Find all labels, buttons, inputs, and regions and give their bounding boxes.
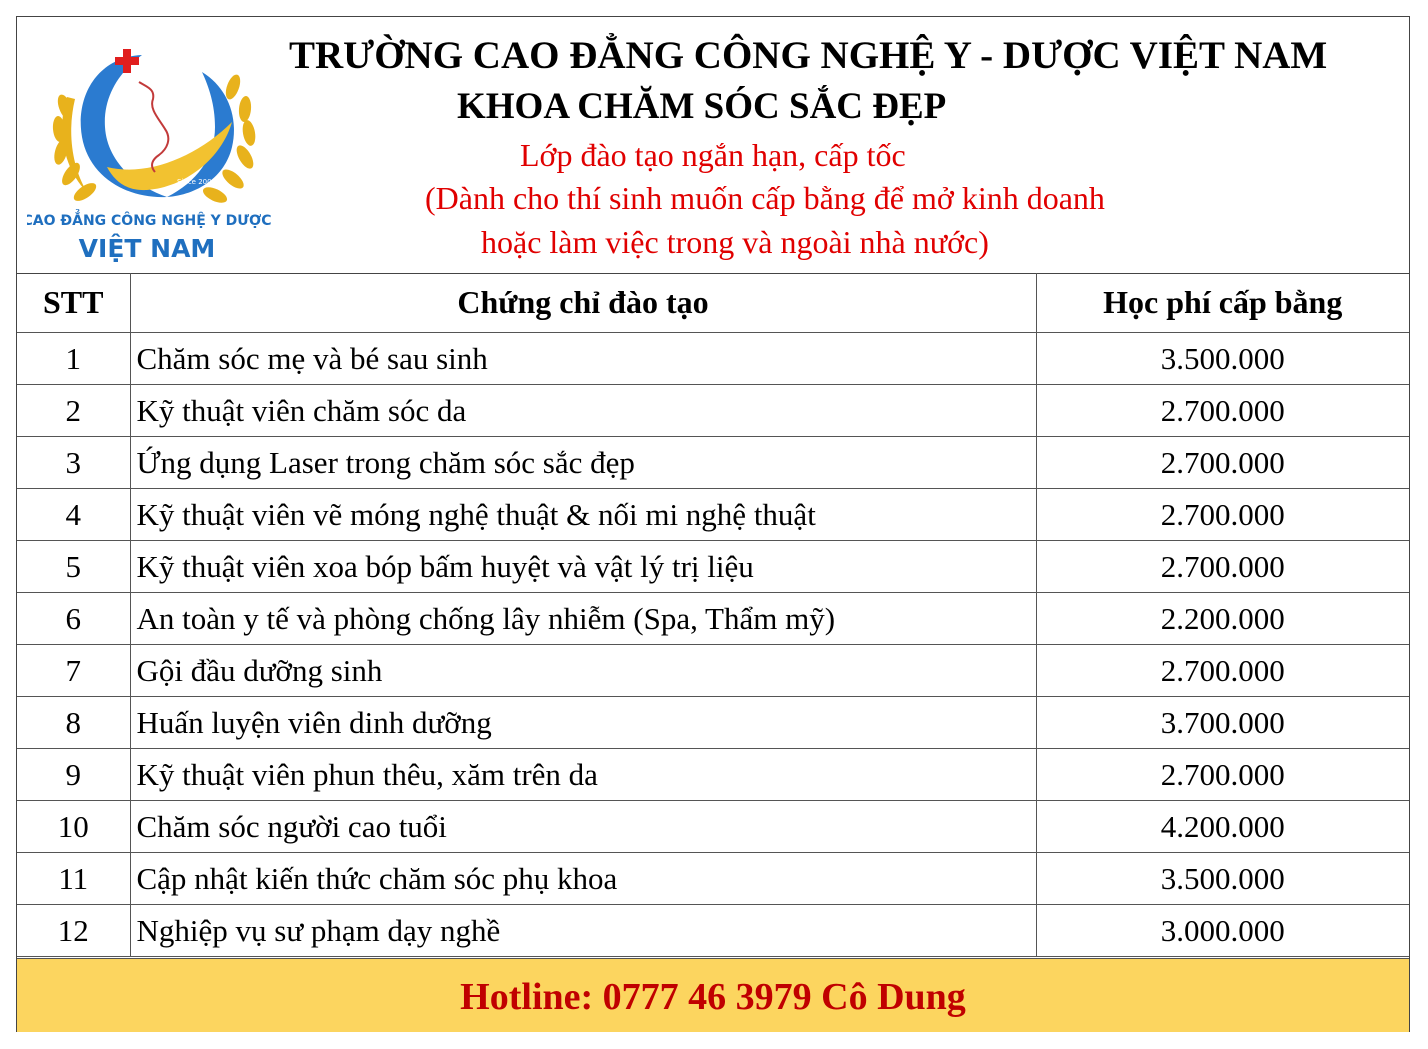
table-row	[17, 853, 1409, 905]
row-stt: 6	[17, 593, 130, 645]
subtitle-line-2: (Dành cho thí sinh muốn cấp bằng để mở kinh doanh	[425, 180, 1105, 216]
row-stt: 3	[17, 437, 130, 489]
row-certificate: Kỹ thuật viên xoa bóp bấm huyệt và vật lý trị liệu	[130, 541, 1036, 593]
row-certificate: Kỹ thuật viên chăm sóc da	[130, 385, 1036, 437]
row-fee: 3.000.000	[1036, 905, 1409, 957]
table-row	[17, 593, 1409, 645]
row-fee: 2.700.000	[1036, 489, 1409, 541]
header	[17, 17, 1409, 274]
row-fee: 3.500.000	[1036, 333, 1409, 385]
table-row	[17, 697, 1409, 749]
table-row	[17, 905, 1409, 957]
header-stt: STT	[17, 273, 130, 333]
header-certificate: Chứng chỉ đào tạo	[130, 273, 1036, 333]
row-fee: 2.700.000	[1036, 385, 1409, 437]
row-stt: 1	[17, 333, 130, 385]
table-row	[17, 541, 1409, 593]
row-stt: 5	[17, 541, 130, 593]
table-header-row	[17, 273, 1409, 333]
row-fee: 3.500.000	[1036, 853, 1409, 905]
row-stt: 9	[17, 749, 130, 801]
row-fee: 2.700.000	[1036, 749, 1409, 801]
since-text: Since 2006	[177, 178, 217, 186]
subtitle-line-1: Lớp đào tạo ngắn hạn, cấp tốc	[520, 137, 906, 173]
row-fee: 2.700.000	[1036, 645, 1409, 697]
row-certificate: An toàn y tế và phòng chống lây nhiễm (Spa, Thẩm mỹ)	[130, 593, 1036, 645]
row-certificate: Chăm sóc mẹ và bé sau sinh	[130, 333, 1036, 385]
row-fee: 2.700.000	[1036, 437, 1409, 489]
table-row	[17, 333, 1409, 385]
hotline-bar	[17, 958, 1409, 1032]
row-fee: 4.200.000	[1036, 801, 1409, 853]
price-sheet	[16, 16, 1410, 1032]
table-row	[17, 385, 1409, 437]
row-stt: 11	[17, 853, 130, 905]
row-stt: 4	[17, 489, 130, 541]
row-fee: 3.700.000	[1036, 697, 1409, 749]
fee-table	[17, 273, 1409, 957]
row-stt: 8	[17, 697, 130, 749]
row-fee: 2.200.000	[1036, 593, 1409, 645]
hotline-text: Hotline: 0777 46 3979 Cô Dung	[460, 976, 966, 1018]
logo-text-line1: CAO ĐẲNG CÔNG NGHỆ Y DƯỢC	[27, 213, 272, 229]
table-row	[17, 801, 1409, 853]
table-row	[17, 645, 1409, 697]
table-row	[17, 749, 1409, 801]
row-stt: 10	[17, 801, 130, 853]
college-emblem-icon	[27, 27, 287, 267]
row-stt: 7	[17, 645, 130, 697]
row-certificate: Kỹ thuật viên phun thêu, xăm trên da	[130, 749, 1036, 801]
school-name: TRƯỜNG CAO ĐẲNG CÔNG NGHỆ Y - DƯỢC VIỆT NAM	[289, 34, 1328, 77]
row-certificate: Gội đầu dưỡng sinh	[130, 645, 1036, 697]
row-certificate: Cập nhật kiến thức chăm sóc phụ khoa	[130, 853, 1036, 905]
row-certificate: Kỹ thuật viên vẽ móng nghệ thuật & nối mi nghệ thuật	[130, 489, 1036, 541]
logo-text-line2: VIỆT NAM	[78, 234, 216, 263]
faculty-name: KHOA CHĂM SÓC SẮC ĐẸP	[457, 86, 947, 127]
table-row	[17, 437, 1409, 489]
row-stt: 2	[17, 385, 130, 437]
header-fee: Học phí cấp bằng	[1036, 273, 1409, 333]
row-certificate: Chăm sóc người cao tuổi	[130, 801, 1036, 853]
table-row	[17, 489, 1409, 541]
row-certificate: Nghiệp vụ sư phạm dạy nghề	[130, 905, 1036, 957]
subtitle-line-3: hoặc làm việc trong và ngoài nhà nước)	[481, 224, 989, 260]
row-certificate: Huấn luyện viên dinh dưỡng	[130, 697, 1036, 749]
row-fee: 2.700.000	[1036, 541, 1409, 593]
row-certificate: Ứng dụng Laser trong chăm sóc sắc đẹp	[130, 437, 1036, 489]
row-stt: 12	[17, 905, 130, 957]
